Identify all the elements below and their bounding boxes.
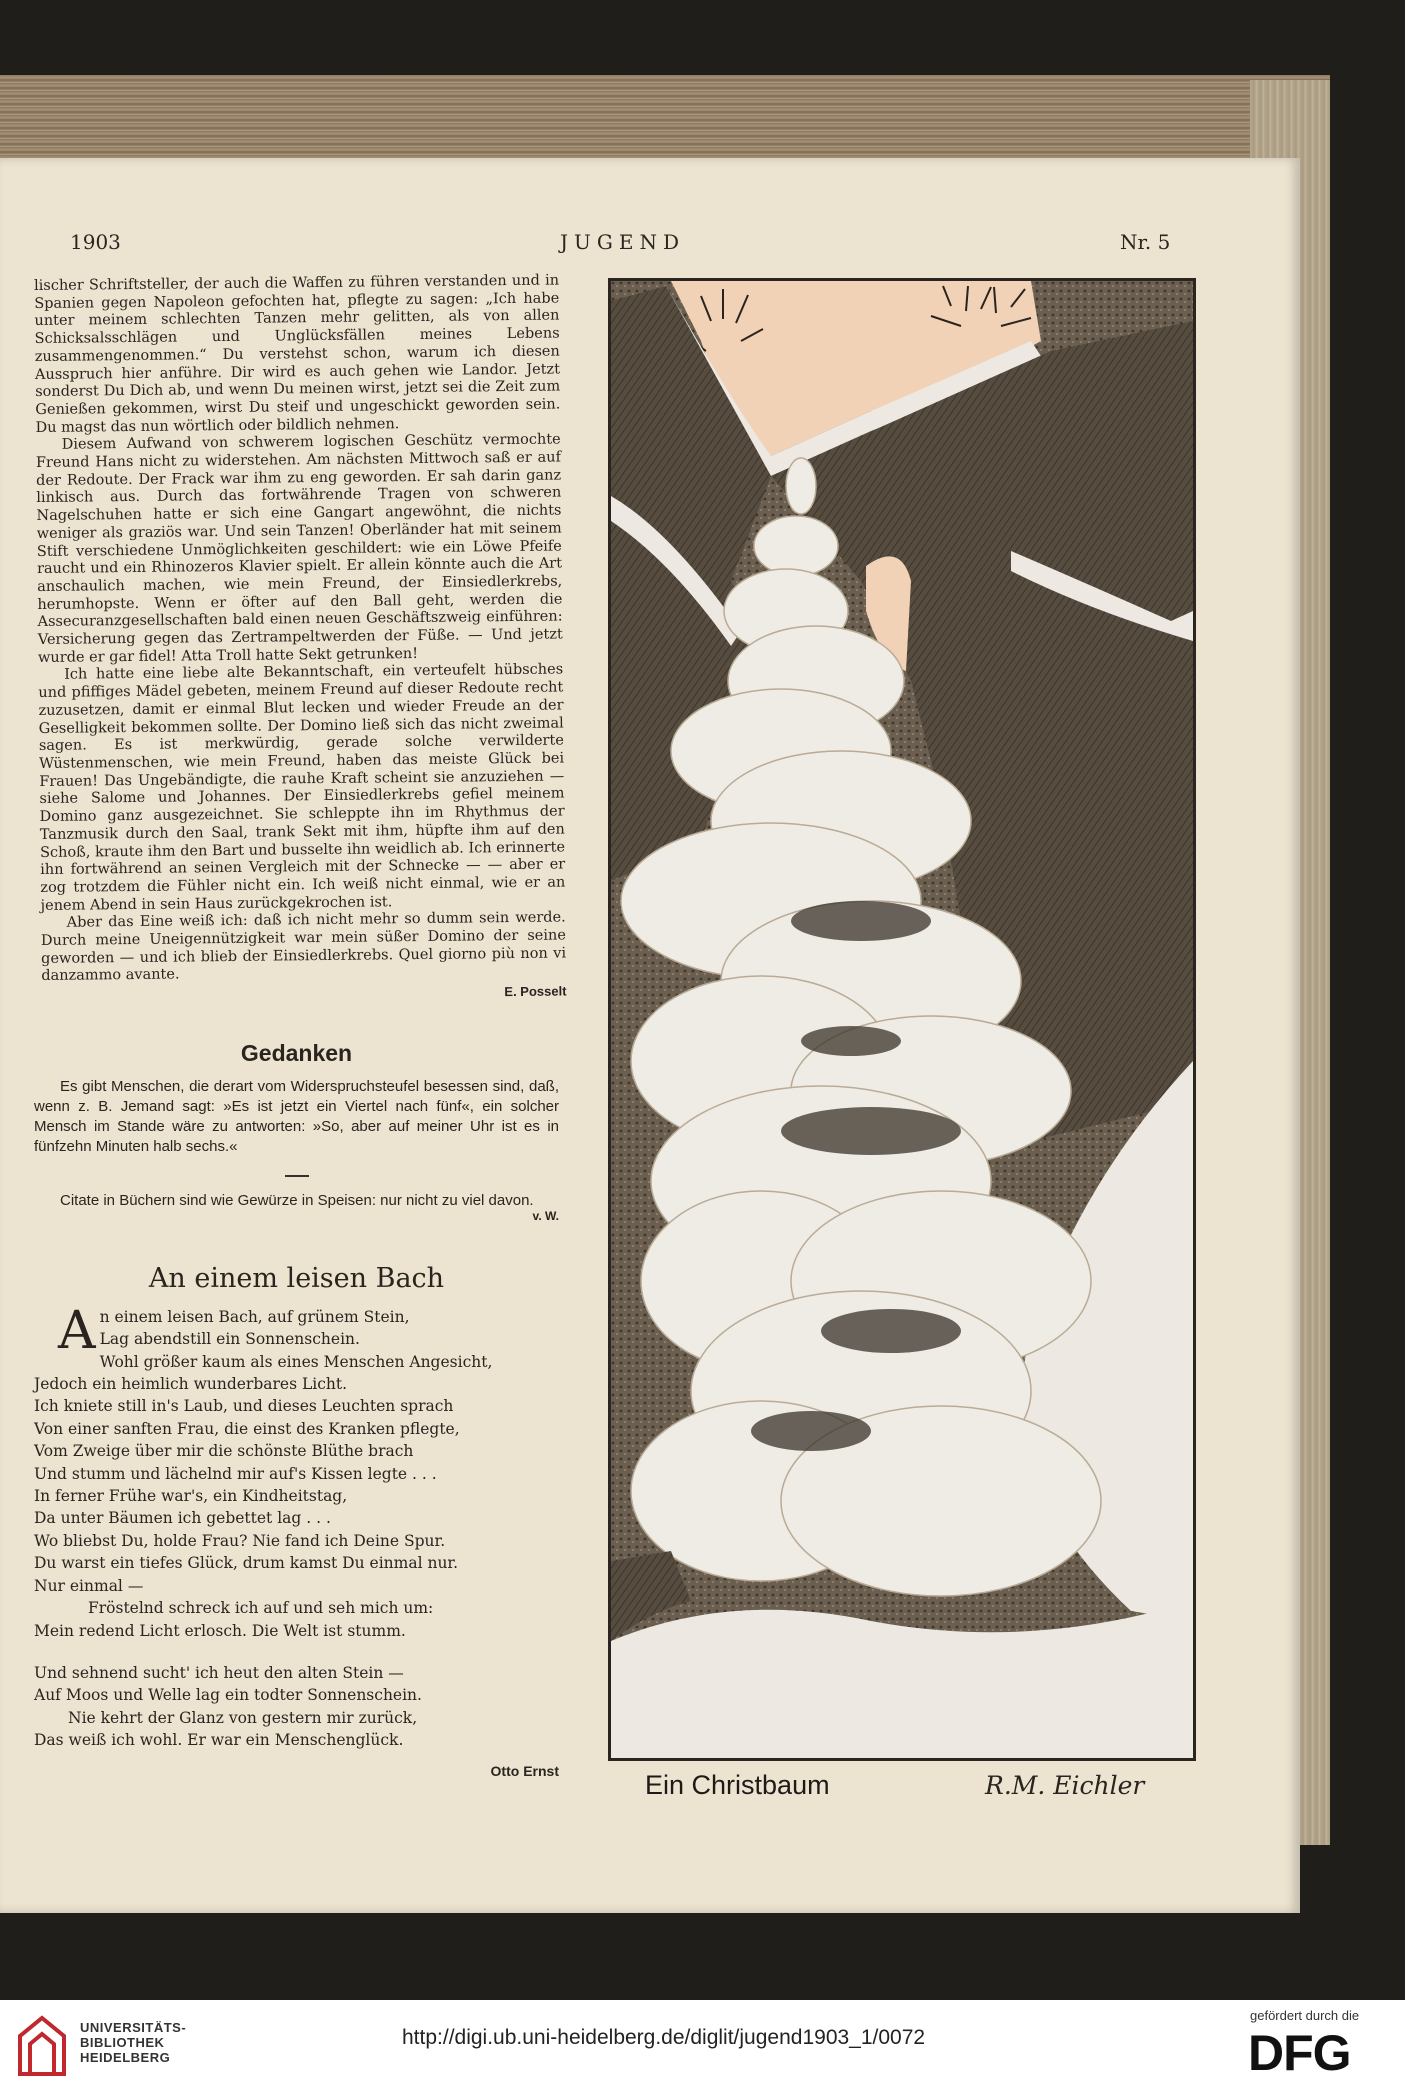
poem-title: An einem leisen Bach	[148, 1262, 445, 1294]
poem-stanza-1	[34, 1328, 559, 1642]
permalink-url[interactable]: http://digi.ub.uni-heidelberg.de/diglit/jugend1903_1/0072	[402, 2026, 926, 2049]
funded-by-label: gefördert durch die	[1250, 2008, 1360, 2023]
poem-line: Da unter Bäumen ich gebettet lag . . .	[34, 1509, 331, 1528]
magazine-page	[0, 158, 1300, 1913]
poem-line: Und stumm und lächelnd mir auf's Kissen legte . . .	[34, 1464, 437, 1483]
university-logo-icon	[16, 2014, 68, 2078]
aphorism-text: Citate in Büchern sind wie Gewürze in Speisen: nur nicht zu viel davon.	[60, 1191, 534, 1209]
institution-line: UNIVERSITÄTS-	[80, 2020, 187, 2035]
institution-name	[80, 2020, 186, 2065]
gedanken-paragraph: Es gibt Menschen, die derart vom Widerspruchsteufel besessen sind, daß, wenn z. B. Jemand sagt: »Es ist jetzt ein Viertel nach fünf«, ein solcher Mensch im Stande wäre zu antworten: »So, aber auf meiner Uhr ist es in fünfzehn Minuten halb sechs.«	[34, 1077, 559, 1155]
artist-signature: R.M. Eichler	[985, 1771, 1145, 1800]
poem-line: Von einer sanften Frau, die einst des Kranken pflegte,	[34, 1419, 460, 1438]
story-signature: E. Posselt	[504, 983, 567, 1000]
prose-paragraph: Ich hatte eine liebe alte Bekanntschaft, ein verteufelt hübsches und pfiffiges Mädel gebeten, meinem Freund auf dieser Redoute recht zuzusetzen, damit er einmal Blut lecken und wieder Freude an der Geselligkeit bekommen sollte. Der Domino ließ sich das nicht zweimal sagen. Es ist merkwürdig, gerade solche verwilderte Wüstenmenschen, wie mein Freund, haben das meiste Glück bei Frauen! Das Ungebändigte, die rauhe Kraft scheint sie anzuziehen — siehe Salome und Johannes. Der Einsiedlerkrebs gefiel meinem Domino ganz ausgezeichnet. Sie schleppte ihn im Rhythmus der Tanzmusik durch den Saal, trank Sekt mit ihm, hüpfte ihm auf den Schoß, kraute ihm den Bart und busselte ihn weidlich ab. Ich erinnerte ihn fortwährend an seinen Vergleich mit der Schnecke — — aber er zog trotzdem die Fühler nicht ein. Ich weiß nicht einmal, wie er an jenem Abend in sein Haus zurückgekrochen ist.	[38, 661, 566, 914]
poem-signature: Otto Ernst	[490, 1762, 559, 1779]
poem-line: Auf Moos und Welle lag ein todter Sonnenschein.	[34, 1686, 422, 1705]
poem	[34, 1300, 559, 1782]
poem-line: Nur einmal —	[34, 1576, 144, 1595]
poem-line: Mein redend Licht erlosch. Die Welt ist stumm.	[34, 1621, 406, 1640]
institution-line: BIBLIOTHEK	[80, 2035, 165, 2050]
poem-line: Wohl größer kaum als eines Menschen Angesicht,	[99, 1352, 493, 1371]
poem-line: In ferner Frühe war's, ein Kindheitstag,	[34, 1487, 348, 1506]
poem-line: Nie kehrt der Glanz von gestern mir zurück,	[68, 1708, 418, 1727]
gedanken-signature: v. W.	[532, 1208, 559, 1223]
poem-line: Ich kniete still in's Laub, und dieses Leuchten sprach	[34, 1397, 454, 1416]
illustration-christmas-tree	[608, 278, 1196, 1761]
book-page-edges	[0, 75, 1330, 160]
poem-line: Vom Zweige über mir die schönste Blüthe brach	[34, 1442, 414, 1461]
poem-initial: A	[58, 1300, 96, 1361]
gedanken-heading: Gedanken	[240, 1039, 353, 1066]
poem-line: n einem leisen Bach, auf grünem Stein,	[99, 1307, 410, 1326]
header-year: 1903	[70, 230, 121, 254]
text-column	[34, 272, 567, 1782]
illustration-caption: Ein Christbaum	[645, 1770, 830, 1800]
dfg-logo: DFG	[1248, 2025, 1351, 2081]
poem-line: Du warst ein tiefes Glück, drum kamst Du einmal nur.	[34, 1554, 459, 1573]
poem-line: Jedoch ein heimlich wunderbares Licht.	[34, 1375, 348, 1394]
digitization-footer	[0, 2000, 1405, 2092]
prose-paragraph: Diesem Aufwand von schwerem logischen Geschütz vermochte Freund Hans nicht zu widerstehen. Am nächsten Mittwoch saß er auf der Redoute. Der Frack war ihm zu eng geworden. Er sah darin ganz linkisch aus. Durch das fortwährende Tragen von schweren Nagelschuhen hatte er sich eine Gangart angewöhnt, die nichts weniger als graziös war. Und sein Tanzen! Oberländer hat mit seinem Stift verschiedene Unmöglichkeiten geschildert: wie ein Löwe Pfeife raucht und ein Rhinozeros Klavier spielt. Er allein könnte auch die Art anschaulich machen, wie mein Freund, der Einsiedlerkrebs, herumhopste. Wenn er öfter auf den Ball geht, werden die Assecuranzgesellschaften bald einen neuen Geschäftszweig einführen: Versicherung gegen das Zertrampeltwerden der Füße. — Und jetzt wurde er gar fidel! Atta Troll hatte Sekt getrunken!	[35, 431, 563, 666]
institution-line: HEIDELBERG	[80, 2050, 171, 2065]
poem-line: Fröstelnd schreck ich auf und seh mich um:	[88, 1599, 434, 1618]
poem-stanza-2	[34, 1662, 559, 1752]
gedanken-text	[34, 1077, 559, 1157]
aphorism-block	[34, 1191, 559, 1211]
poem-line: Das weiß ich wohl. Er war ein Menschenglück.	[34, 1731, 404, 1750]
prose-paragraph: Aber das Eine weiß ich: daß ich nicht mehr so dumm sein werde. Durch meine Uneigennützigkeit war mein süßer Domino der seine geworden — und ich blieb der Einsiedlerkrebs. Quel giorno più non vi danzammo avante.	[40, 909, 567, 985]
illustration-drawing	[611, 281, 1193, 1758]
header-magazine-title: JUGEND	[560, 230, 685, 254]
page-header	[70, 230, 1180, 260]
header-issue-number: Nr. 5	[1120, 230, 1171, 254]
poem-line: Und sehnend sucht' ich heut den alten Stein —	[34, 1663, 404, 1682]
poem-line: Lag abendstill ein Sonnenschein.	[99, 1330, 360, 1349]
story-prose	[34, 273, 567, 1006]
prose-paragraph: lischer Schriftsteller, der auch die Waffen zu führen verstanden und in Spanien gegen Napoleon gefochten hat, pflegte zu sagen: „Ich habe unter meinem schlechten Tanzen mehr gelitten, als von allen Schicksalsschlägen und Unglücksfällen meines Lebens zusammengenommen.“ Du verstehst schon, warum ich diesen Ausspruch hier anführe. Dir wird es auch gehen wie Landor. Jetzt sonderst Du Dich ab, und wenn Du meinen wirst, jetzt sei die Zeit zum Genießen gekommen, wirst Du steif und ungeschickt geworden sein. Du magst das nun wörtlich oder bildlich nehmen.	[34, 272, 561, 436]
section-divider	[285, 1175, 309, 1177]
poem-line: Wo bliebst Du, holde Frau? Nie fand ich Deine Spur.	[34, 1531, 446, 1550]
